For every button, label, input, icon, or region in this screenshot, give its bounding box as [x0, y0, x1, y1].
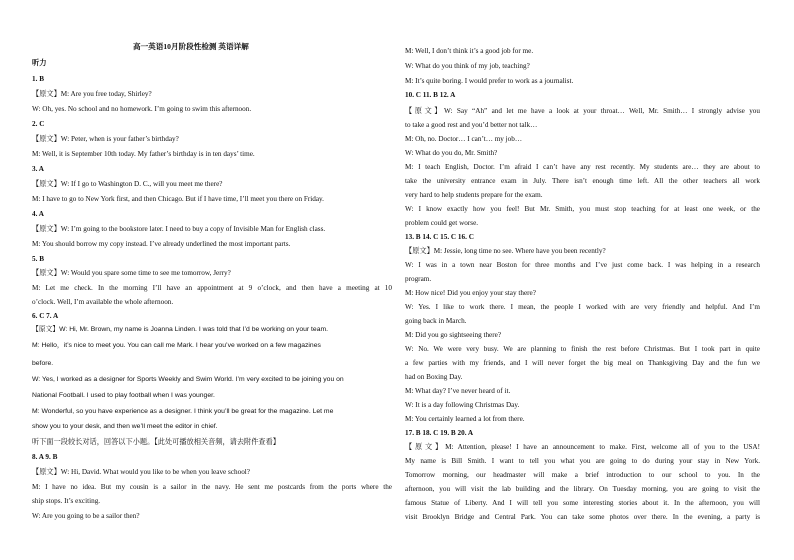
answer-key-line: 1. B	[32, 75, 44, 83]
text-line: M: Oh, no. Doctor… I can’t… my job…	[405, 135, 523, 143]
text-line: 【原文】W: Hi, David. What would you like to be when you leave school?	[32, 468, 250, 476]
page-title: 高一英语10月阶段性检测 英语详解	[133, 42, 249, 51]
text-line: M: Let me check. In the morning I’ll have an appointment at 9 o’clock, and then have a meeting at 10	[32, 284, 392, 292]
text-line: problem could get worse.	[405, 219, 479, 227]
text-line: 【原文】W: If I go to Washington D. C., will you meet me there?	[32, 180, 223, 188]
text-line: 【原文】W: Hi, Mr. Brown, my name is Joanna Linden. I was told that I’d be working on your team.	[32, 326, 329, 333]
answer-key-line: 2. C	[32, 120, 45, 128]
answer-key-line: 17. B 18. C 19. B 20. A	[405, 429, 474, 437]
answer-key-line: 8. A 9. B	[32, 453, 58, 461]
text-line: W: Oh, yes. No school and no homework. I’m going to swim this afternoon.	[32, 105, 252, 113]
text-line: M: I teach English, Doctor. I’m afraid I can’t have any rest recently. My students are… they are about to	[405, 163, 760, 171]
text-line: going back in March.	[405, 317, 467, 325]
text-line: M: How nice! Did you enjoy your stay there?	[405, 289, 536, 297]
text-line: 【原文】W: Say “Ah” and let me have a look at your throat… Well, Mr. Smith… I strongly advise you	[405, 107, 760, 115]
text-line: W: I was in a town near Boston for three months and I’ve just come back. I was helping in a research	[405, 261, 760, 269]
answer-key-line: 6. C 7. A	[32, 312, 59, 320]
text-line: W: It is a day following Christmas Day.	[405, 401, 520, 409]
text-line: program.	[405, 275, 432, 283]
text-line: 【原文】W: Peter, when is your father’s birthday?	[32, 135, 179, 143]
text-line: M: What day? I’ve never heard of it.	[405, 387, 511, 395]
text-line: 【原文】M: Attention, please! I have an announcement to make. First, welcome all of you to the USA!	[405, 443, 760, 451]
text-line: My name is Bill Smith. I want to tell you what you are going to do during your stay in New York.	[405, 457, 760, 465]
text-line: W: Are you going to be a sailor then?	[32, 512, 140, 520]
text-line: very hard to help students prepare for the exam.	[405, 191, 543, 199]
text-line: had on Boxing Day.	[405, 373, 463, 381]
text-line: M: Well, it is September 10th today. My father’s birthday is in ten days’ time.	[32, 150, 255, 158]
text-line: ship stops. It’s exciting.	[32, 497, 101, 505]
text-line: M: It’s quite boring. I would prefer to work as a journalist.	[405, 77, 574, 85]
text-line: M: Well, I don’t think it’s a good job for me.	[405, 47, 534, 55]
text-line: visit Brooklyn Bridge and Central Park. You can take some photos over there. In the evening, a party is	[405, 513, 760, 521]
text-line: W: What do you do, Mr. Smith?	[405, 149, 498, 157]
text-line: M: Wonderful, so you have experience as a designer. I think you’ll be great for the magazine. Let me	[32, 408, 334, 415]
text-line: 【原文】W: Would you spare some time to see me tomorrow, Jerry?	[32, 269, 231, 277]
text-line: M: I have to go to New York first, and then Chicago. But if I have time, I’ll meet you there on Friday.	[32, 195, 324, 203]
answer-key-line: 4. A	[32, 210, 44, 218]
text-line: W: Yes, I worked as a designer for Sports Weekly and Swim World. I’m very excited to be joining you on	[32, 376, 344, 383]
text-line: 【原文】W: I’m going to the bookstore later. I need to buy a copy of Invisible Man for English class.	[32, 225, 326, 233]
text-line: to take a good rest and you’d better not talk…	[405, 121, 538, 129]
text-line: take the university entrance exam in July. There isn’t enough time left. All the other teachers all work	[405, 177, 760, 185]
text-line: 【原文】M: Are you free today, Shirley?	[32, 90, 152, 98]
text-line: famous Statue of Liberty. And I will tell you some interesting stories about it. In the afternoon, you will	[405, 499, 760, 507]
text-line: 听下面一段较长对话，回答以下小题。【此处可播放相关音频，请去附件查看】	[32, 438, 280, 446]
text-line: W: No. We were very busy. We are planning to finish the rest before Christmas. But I took part in quite	[405, 345, 760, 353]
answer-key-line: 13. B 14. C 15. C 16. C	[405, 233, 474, 241]
text-line: W: What do you think of my job, teaching?	[405, 62, 530, 70]
text-line: o’clock. Well, I’m available the whole afternoon.	[32, 298, 174, 306]
text-line: M: You should borrow my copy instead. I’ve already underlined the most important parts.	[32, 240, 291, 248]
text-line: a few parties with my friends, and I will never forget the big meal on Thanksgiving Day and the fun we	[405, 359, 760, 367]
text-line: M: Did you go sightseeing there?	[405, 331, 502, 339]
text-line: W: Yes. I like to work there. I mean, the people I worked with are very friendly and helpful. And I’m	[405, 303, 760, 311]
text-line: Tomorrow morning, our headmaster will make a brief introduction to our school to you. In the	[405, 471, 760, 479]
text-line: W: I know exactly how you feel! But Mr. Smith, you must stop teaching for at least one week, or the	[405, 205, 760, 213]
text-line: afternoon, you will visit the lab building and the library. On Tuesday morning, you are going to visit the	[405, 485, 760, 493]
text-line: 【原文】M: Jessie, long time no see. Where have you been recently?	[405, 247, 606, 255]
answer-key-line: 5. B	[32, 255, 44, 263]
answer-key-line: 听力	[32, 59, 47, 67]
answer-key-line: 10. C 11. B 12. A	[405, 91, 456, 99]
text-line: M: I have no idea. But my cousin is a sailor in the navy. He sent me postcards from the ports where the	[32, 483, 392, 491]
text-line: M: Hello，it’s nice to meet you. You can call me Mark. I hear you’ve worked on a few magazines	[32, 342, 321, 349]
answer-key-line: 3. A	[32, 165, 44, 173]
text-line: National Football. I used to play football when I was younger.	[32, 392, 215, 399]
text-line: show you to your desk, and then we’ll meet the editor in chief.	[32, 423, 218, 430]
text-line: before.	[32, 360, 54, 367]
text-line: M: You certainly learned a lot from there.	[405, 415, 525, 423]
